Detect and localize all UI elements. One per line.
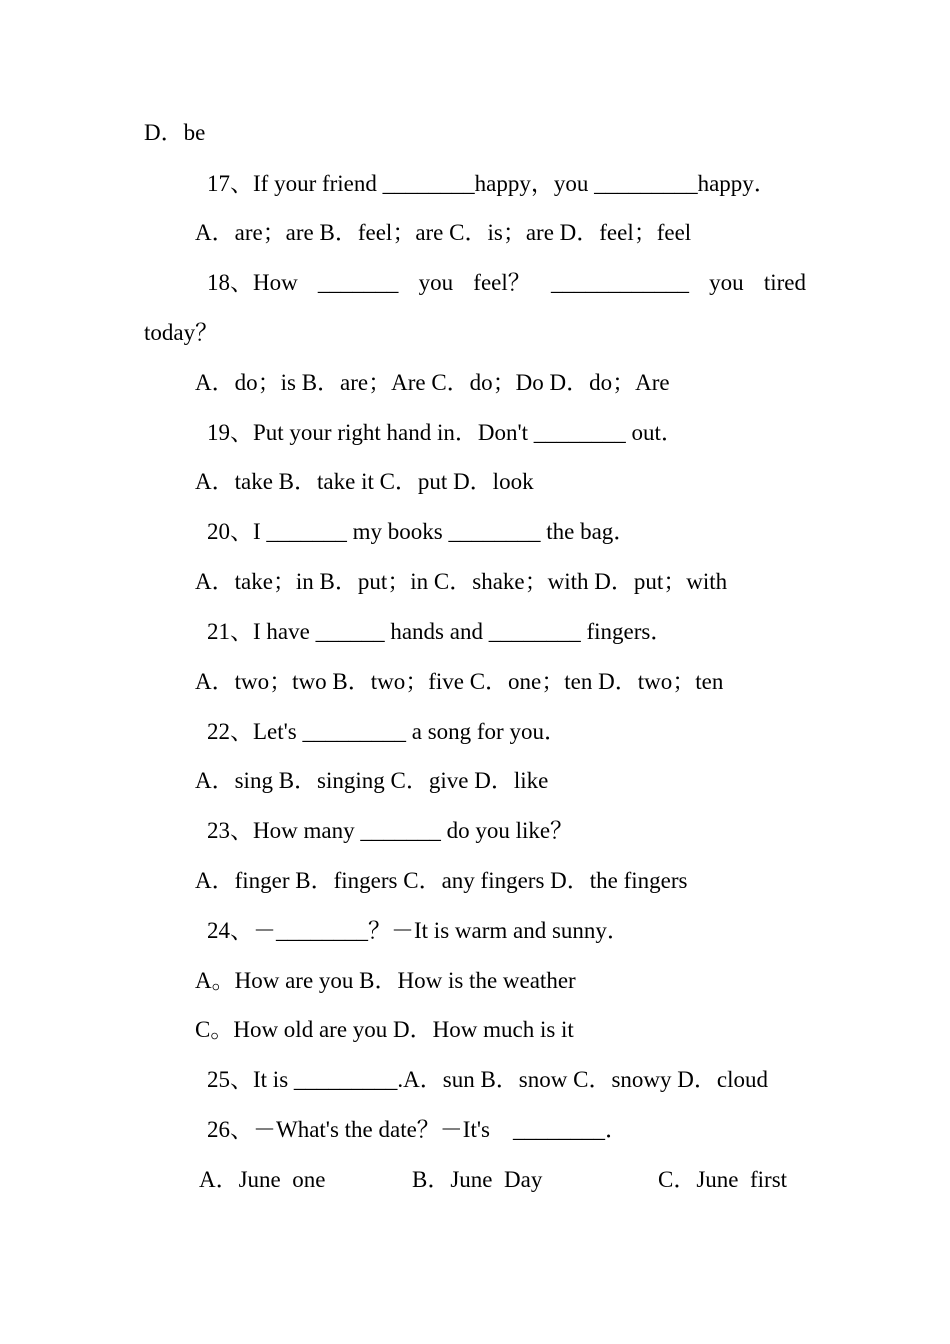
question-18-part: 18、How xyxy=(207,270,298,295)
question-22-options: A．sing B．singing C．give D．like xyxy=(195,768,549,793)
question-26-option-b: B．June Day xyxy=(412,1167,543,1192)
question-25: 25、It is _________.A．sun B．snow C．snowy D．cloud xyxy=(207,1067,768,1092)
question-23: 23、How many _______ do you like？ xyxy=(207,818,574,843)
answer-option-d-line: D．be xyxy=(144,120,206,145)
question-21-options: A．two；two B．two；five C．one；ten D．two；ten xyxy=(195,669,724,694)
question-24-options-ab: A。How are you B．How is the weather xyxy=(195,968,576,993)
question-18 xyxy=(207,268,806,298)
question-18-part: tired xyxy=(763,270,806,295)
question-18-part: you xyxy=(418,270,454,295)
question-19-options: A．take B．take it C．put D．look xyxy=(195,469,534,494)
question-24: 24、－________？－It is warm and sunny． xyxy=(207,918,630,943)
question-21: 21、I have ______ hands and ________ fingers． xyxy=(207,619,674,644)
question-24-options-cd: C。How old are you D．How much is it xyxy=(195,1017,574,1042)
question-26-option-c: C．June first xyxy=(658,1167,788,1192)
question-18-continuation: today？ xyxy=(144,320,219,345)
question-20-options: A．take；in B．put；in C．shake；with D．put；with xyxy=(195,569,728,594)
question-17: 17、If your friend ________happy，you _________happy． xyxy=(207,171,777,196)
question-18-part: you xyxy=(709,270,744,295)
question-19: 19、Put your right hand in．Don't ________ out． xyxy=(207,420,684,445)
question-26-option-a: A．June one xyxy=(199,1167,326,1192)
question-18-part: _______ xyxy=(317,270,399,295)
question-18-part: feel？ xyxy=(473,270,531,295)
question-17-options: A．are；are B．feel；are C．is；are D．feel；feel xyxy=(195,220,692,245)
question-18-options: A．do；is B．are；Are C．do；Do D．do；Are xyxy=(195,370,670,395)
question-18-part: ____________ xyxy=(550,270,689,295)
question-20: 20、I _______ my books ________ the bag． xyxy=(207,519,637,544)
question-26: 26、－What's the date？－It's ________． xyxy=(207,1117,628,1142)
question-22: 22、Let's _________ a song for you． xyxy=(207,719,567,744)
question-23-options: A．finger B．fingers C．any fingers D．the fingers xyxy=(195,868,688,893)
